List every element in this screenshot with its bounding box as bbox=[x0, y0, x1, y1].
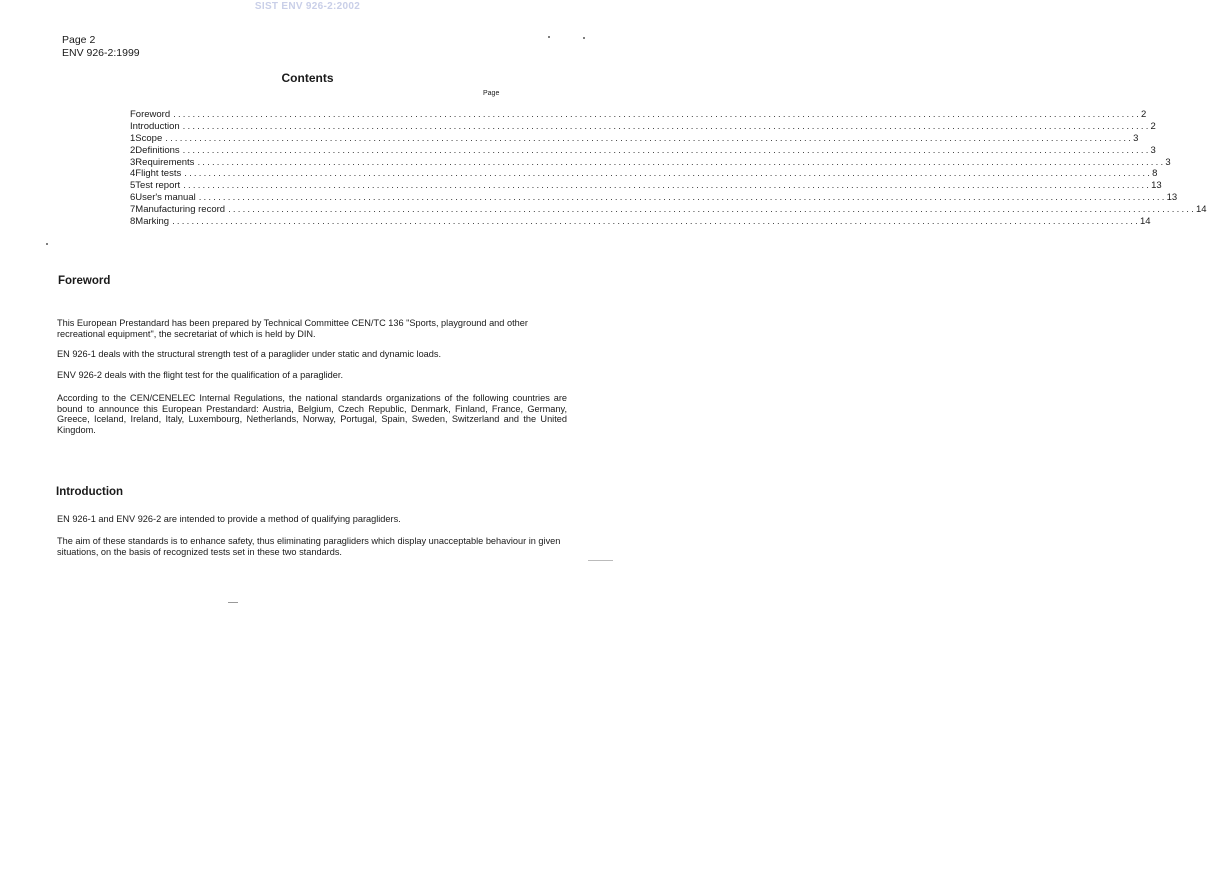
scan-speck bbox=[46, 243, 48, 245]
toc-entry-introduction bbox=[130, 120, 1156, 133]
contents-title: Contents bbox=[281, 71, 334, 85]
toc-leader-dots: ........................................................................................................................................................................................................ bbox=[172, 216, 1140, 228]
toc-entry-page: 14 bbox=[1139, 216, 1151, 228]
toc-entry-definitions bbox=[130, 144, 1156, 157]
toc-entry-manufacturing-record bbox=[130, 204, 1207, 216]
toc-entry-number: 3 bbox=[130, 156, 136, 168]
toc-entry-page: 2 bbox=[1150, 120, 1156, 132]
page-number: Page 2 bbox=[62, 34, 96, 46]
introduction-heading: Introduction bbox=[56, 486, 124, 498]
toc-entry-title: Flight tests bbox=[135, 168, 182, 180]
toc-leader-dots: ........................................................................................................................................................................................................ bbox=[182, 144, 1151, 156]
toc-entry-number: 4 bbox=[130, 168, 136, 180]
toc-entry-number: 5 bbox=[130, 180, 136, 192]
toc-entry-page: 8 bbox=[1152, 168, 1158, 180]
table-of-contents bbox=[130, 109, 1207, 228]
toc-entry-number: 8 bbox=[130, 216, 136, 228]
toc-leader-dots: ........................................................................................................................................................................................................ bbox=[197, 156, 1166, 168]
toc-entry-requirements bbox=[130, 156, 1171, 169]
toc-entry-flight-tests bbox=[130, 168, 1158, 180]
toc-entry-users-manual bbox=[130, 192, 1178, 204]
scan-mark bbox=[228, 602, 238, 603]
toc-entry-title: Requirements bbox=[135, 156, 195, 168]
toc-entry-number: 1 bbox=[130, 132, 136, 144]
scan-speck bbox=[583, 37, 585, 39]
scan-edge-line bbox=[588, 560, 613, 561]
introduction-paragraph-1: EN 926-1 and ENV 926-2 are intended to provide a method of qualifying paragliders. bbox=[57, 514, 401, 524]
page-header bbox=[62, 34, 140, 60]
toc-leader-dots: ........................................................................................................................................................................................................ bbox=[198, 192, 1167, 204]
toc-leader-dots: ........................................................................................................................................................................................................ bbox=[165, 132, 1134, 144]
page-column-label: Page bbox=[483, 90, 500, 97]
toc-entry-title: Introduction bbox=[130, 120, 180, 132]
toc-entry-page: 2 bbox=[1141, 109, 1147, 120]
toc-entry-page: 3 bbox=[1133, 132, 1139, 144]
toc-leader-dots: ........................................................................................................................................................................................................ bbox=[183, 180, 1152, 192]
toc-leader-dots: ........................................................................................................................................................................................................ bbox=[173, 109, 1142, 120]
toc-entry-title: Definitions bbox=[135, 144, 180, 156]
foreword-paragraph-2: EN 926-1 deals with the structural strength test of a paraglider under static and dynamic loads. bbox=[57, 349, 442, 359]
toc-entry-marking bbox=[130, 216, 1151, 228]
watermark: SIST ENV 926-2:2002 bbox=[254, 1, 361, 12]
introduction-paragraph-2: The aim of these standards is to enhance safety, thus eliminating paragliders which display unacceptable behaviour in given situations, on the basis of recognized tests set in these two standards. bbox=[57, 536, 561, 557]
toc-entry-title: Manufacturing record bbox=[135, 204, 226, 216]
toc-entry-title: Scope bbox=[135, 132, 163, 144]
toc-entry-page: 13 bbox=[1166, 192, 1178, 204]
toc-entry-page: 14 bbox=[1195, 204, 1207, 216]
foreword-paragraph-3: ENV 926-2 deals with the flight test for the qualification of a paraglider. bbox=[57, 370, 344, 380]
toc-entry-title: Foreword bbox=[130, 109, 171, 120]
toc-entry-number: 2 bbox=[130, 144, 136, 156]
toc-leader-dots: ........................................................................................................................................................................................................ bbox=[228, 204, 1196, 216]
toc-entry-foreword bbox=[130, 109, 1147, 121]
toc-leader-dots: ........................................................................................................................................................................................................ bbox=[182, 120, 1151, 132]
toc-entry-title: Marking bbox=[135, 216, 170, 228]
toc-entry-scope bbox=[130, 132, 1139, 145]
foreword-heading: Foreword bbox=[58, 275, 111, 287]
toc-entry-test-report bbox=[130, 180, 1162, 192]
document-id: ENV 926-2:1999 bbox=[62, 47, 140, 59]
toc-leader-dots: ........................................................................................................................................................................................................ bbox=[184, 168, 1153, 180]
scan-speck bbox=[548, 36, 550, 38]
foreword-paragraph-4: According to the CEN/CENELEC Internal Regulations, the national standards organizations of the following countries are bound to announce this European Prestandard: Austria, Belgium, Czech Republic, Denmark, Finland, France, Germany, Greece, Iceland, Ireland, Italy, Luxembourg, Netherlands, Norway, Portugal, Spain, Sweden, Switzerland and the United Kingdom. bbox=[57, 393, 567, 435]
toc-entry-page: 13 bbox=[1151, 180, 1162, 192]
toc-entry-title: User's manual bbox=[135, 192, 196, 204]
toc-entry-title: Test report bbox=[135, 180, 181, 192]
toc-entry-number: 6 bbox=[130, 192, 136, 204]
toc-entry-page: 3 bbox=[1165, 156, 1171, 168]
toc-entry-number: 7 bbox=[130, 204, 136, 216]
toc-entry-page: 3 bbox=[1150, 144, 1156, 156]
foreword-paragraph-1: This European Prestandard has been prepared by Technical Committee CEN/TC 136 "Sports, playground and other recreational equipment", the secretariat of which is held by DIN. bbox=[57, 318, 528, 339]
